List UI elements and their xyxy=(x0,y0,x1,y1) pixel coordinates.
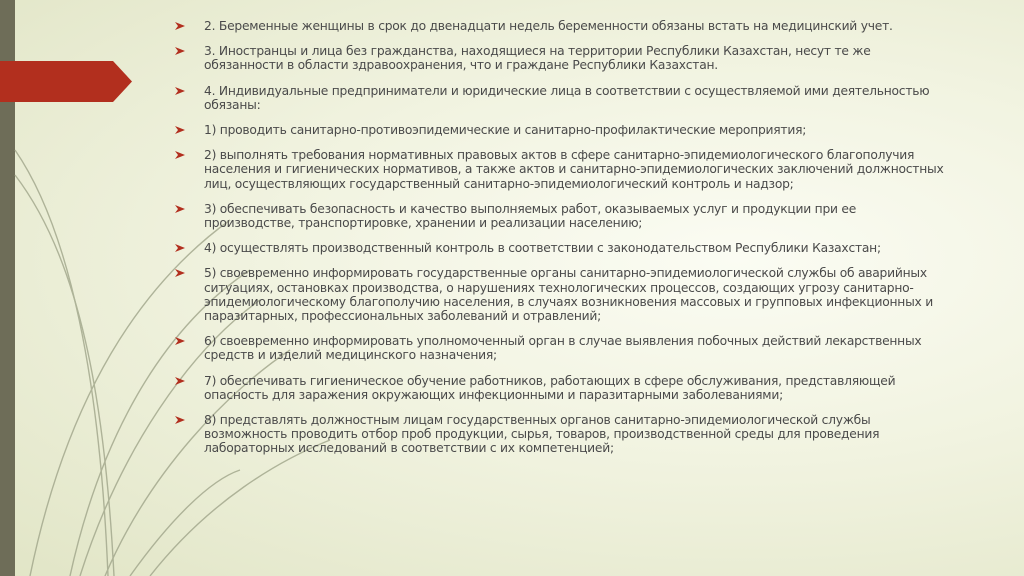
list-item xyxy=(175,266,950,323)
arrow-bullet-icon xyxy=(175,151,185,159)
list-item-text: 1) проводить санитарно-противоэпидемические и санитарно-профилактические мероприятия; xyxy=(204,123,807,138)
list-item-text: 3. Иностранцы и лица без гражданства, находящиеся на территории Республики Казахстан, несут те же обязанности в области здравоохранения, что и граждане Республики Казахстан. xyxy=(204,44,871,73)
arrow-bullet-icon xyxy=(175,126,185,134)
list-item-text: 6) своевременно информировать уполномоченный орган в случае выявления побочных действий лекарственных средств и изделий медицинского назначения; xyxy=(204,334,922,363)
list-item xyxy=(175,413,950,456)
list-item-text: 3) обеспечивать безопасность и качество выполняемых работ, оказываемых услуг и продукции при ее производстве, транспортировке, хранении и реализации населению; xyxy=(204,201,857,231)
arrow-bullet-icon xyxy=(175,47,185,55)
arrow-bullet-icon xyxy=(175,337,185,345)
arrow-bullet-icon xyxy=(175,87,185,95)
red-arrow-banner xyxy=(0,61,132,102)
list-item xyxy=(175,84,950,112)
list-item xyxy=(175,123,950,137)
arrow-bullet-icon xyxy=(175,205,185,213)
list-item-text: 8) представлять должностным лицам государственных органов санитарно-эпидемиологической службы возможность проводить отбор проб продукции, сырья, товаров, производственной среды для проведения лабораторных исследований в соответствии с их компетенцией; xyxy=(204,413,880,456)
arrow-bullet-icon xyxy=(175,416,185,424)
arrow-bullet-icon xyxy=(175,22,185,30)
list-item-text: 5) своевременно информировать государственные органы санитарно-эпидемиологической службы об аварийных ситуациях, остановках производства, о нарушениях технологических процессов, создающих угрозу санитарно-эпидемиологическому благополучию населения, в случаях возникновения массовых и групповых инфекционных и паразитарных, профессиональных заболеваний и отравлений; xyxy=(204,266,933,324)
list-item xyxy=(175,374,950,402)
list-item xyxy=(175,148,950,191)
arrow-bullet-icon xyxy=(175,377,185,385)
list-item xyxy=(175,19,950,33)
bullet-list xyxy=(175,19,950,467)
list-item xyxy=(175,202,950,230)
list-item-text: 4. Индивидуальные предприниматели и юридические лица в соответствии с осуществляемой ими деятельностью обязаны: xyxy=(204,83,930,112)
list-item xyxy=(175,241,950,255)
arrow-bullet-icon xyxy=(175,244,185,252)
list-item xyxy=(175,44,950,72)
list-item xyxy=(175,334,950,362)
list-item-text: 7) обеспечивать гигиеническое обучение работников, работающих в сфере обслуживания, представляющей опасность для заражения окружающих инфекционными и паразитарными заболеваниями; xyxy=(204,373,896,402)
arrow-bullet-icon xyxy=(175,269,185,277)
list-item-text: 4) осуществлять производственный контроль в соответствии с законодательством Республики Казахстан; xyxy=(204,241,881,256)
list-item-text: 2) выполнять требования нормативных правовых актов в сфере санитарно-эпидемиологического благополучия населения и гигиенических нормативов, а также актов и санитарно-эпидемиологических заключений должностных лиц, осуществляющих государственный санитарно-эпидемиологический контроль и надзор; xyxy=(204,148,944,191)
list-item-text: 2. Беременные женщины в срок до двенадцати недель беременности обязаны встать на медицинский учет. xyxy=(204,19,893,33)
